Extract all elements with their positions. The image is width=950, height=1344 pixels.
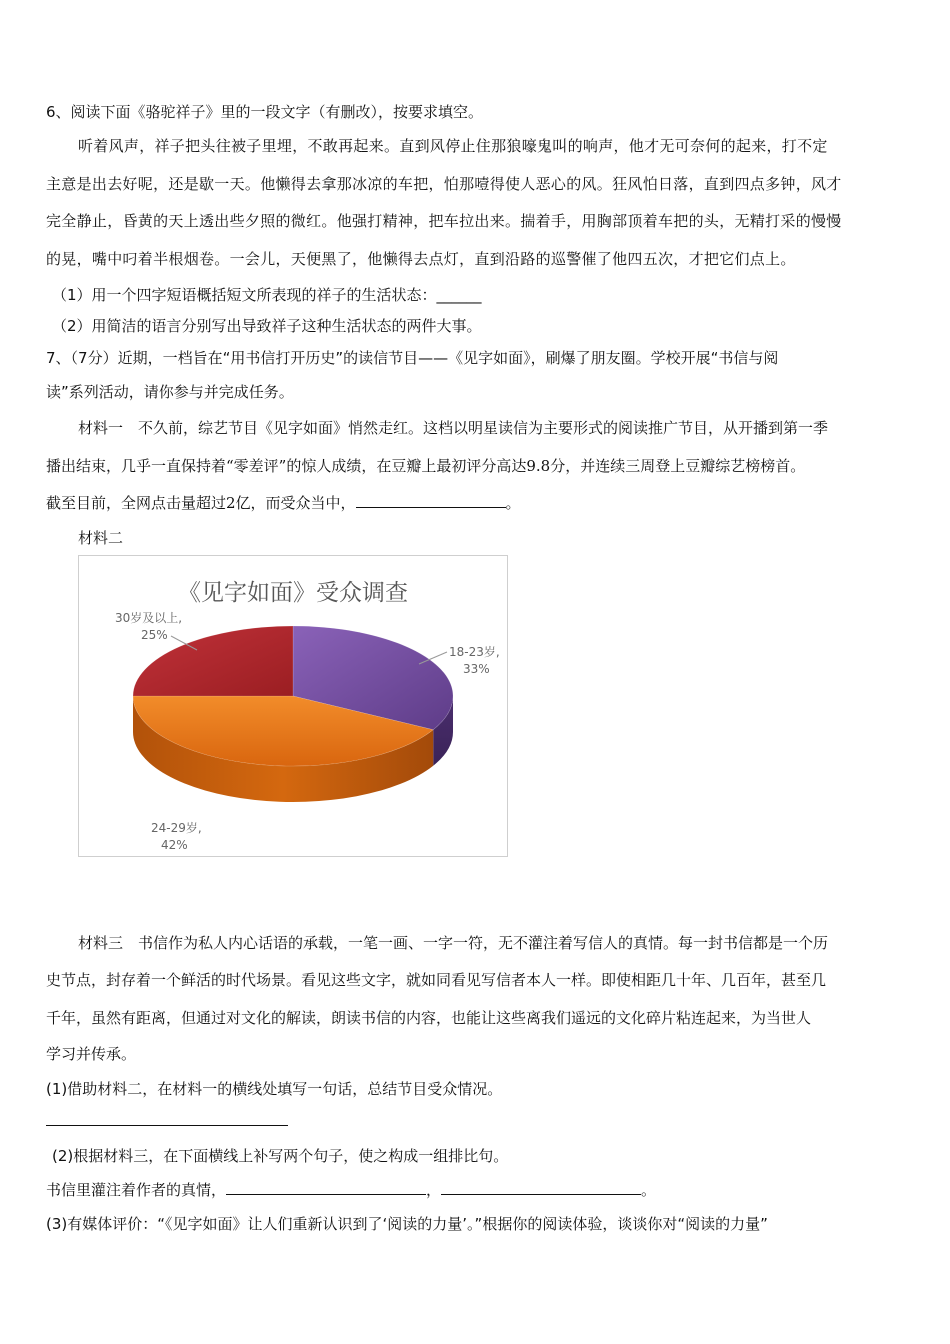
task-2-end: 。	[641, 1181, 657, 1199]
material1-line-3-end: 。	[505, 494, 521, 512]
label-30-plus-value: 25%	[141, 628, 168, 642]
q6-passage-line-2: 主意是出去好呢，还是歇一天。他懒得去拿那冰凉的车把，怕那噎得使人恶心的风。狂风怕日落，直到四点多钟，风才	[46, 175, 842, 193]
label-24-29-value: 42%	[161, 838, 188, 852]
task-2-comma: ，	[426, 1181, 442, 1199]
q6-title: 6、阅读下面《骆驼祥子》里的一段文字（有删改），按要求填空。	[46, 103, 484, 121]
pie-chart	[78, 555, 508, 857]
answer-blank[interactable]	[356, 493, 506, 508]
material3-line-4: 学习并传承。	[46, 1045, 137, 1063]
material1-line-3	[46, 493, 521, 513]
task-1: (1)借助材料二，在材料一的横线处填写一句话，总结节目受众情况。	[46, 1080, 503, 1098]
pie-chart-svg	[79, 556, 507, 856]
material2-label: 材料二	[78, 529, 124, 547]
chart-title: 《见字如面》受众调查	[178, 580, 408, 606]
pie-slices	[133, 626, 453, 802]
q7-intro-line-1: 7、（7分）近期，一档旨在“用书信打开历史”的读信节目——《见字如面》，刷爆了朋友圈。学校开展“书信与阅	[46, 349, 779, 367]
q6-sub-question-1: （1）用一个四字短语概括短文所表现的祥子的生活状态：______	[52, 286, 482, 304]
material3-line-3: 千年，虽然有距离，但通过对文化的解读，朗读书信的内容，也能让这些离我们遥远的文化碎片粘连起来，为当世人	[46, 1009, 812, 1027]
task-2-sentence-line	[46, 1180, 656, 1200]
q6-sub-question-2: （2）用简洁的语言分别写出导致祥子这种生活状态的两件大事。	[52, 317, 482, 335]
q7-intro-line-2: 读”系列活动，请你参与并完成任务。	[46, 383, 294, 401]
task-2: (2)根据材料三，在下面横线上补写两个句子，使之构成一组排比句。	[52, 1147, 509, 1165]
q6-passage-line-4: 的晃，嘴中叼着半根烟卷。一会儿，天便黑了，他懒得去点灯，直到沿路的巡警催了他四五次，才把它们点上。	[46, 250, 796, 268]
label-24-29-name: 24-29岁,	[151, 821, 202, 835]
label-30-plus-name: 30岁及以上,	[115, 611, 183, 625]
label-18-23-value: 33%	[463, 662, 490, 676]
task-1-answer-line[interactable]	[46, 1125, 288, 1126]
task-3: (3)有媒体评价：“《见字如面》让人们重新认识到了‘阅读的力量’。”根据你的阅读体验，谈谈你对“阅读的力量”	[46, 1215, 768, 1233]
task-2-blank-2[interactable]	[441, 1180, 641, 1195]
material1-line-3-text: 截至目前，全网点击量超过2亿，而受众当中，	[46, 494, 356, 512]
material1-line-2: 播出结束，几乎一直保持着“零差评”的惊人成绩，在豆瓣上最初评分高达9.8分，并连续三周登上豆瓣综艺榜榜首。	[46, 457, 806, 475]
material3-line-2: 史节点，封存着一个鲜活的时代场景。看见这些文字，就如同看见写信者本人一样。即使相距几十年、几百年，甚至几	[46, 971, 827, 989]
q6-passage-line-1: 听着风声，祥子把头往被子里埋，不敢再起来。直到风停止住那狼嚎鬼叫的响声，他才无可奈何的起来，打不定	[78, 137, 828, 155]
task-2-prefix: 书信里灌注着作者的真情，	[46, 1181, 227, 1199]
q6-passage-line-3: 完全静止，昏黄的天上透出些夕照的微红。他强打精神，把车拉出来。揣着手，用胸部顶着车把的头，无精打采的慢慢	[46, 212, 842, 230]
material1-line-1: 材料一 不久前，综艺节目《见字如面》悄然走红。这档以明星读信为主要形式的阅读推广节目，从开播到第一季	[78, 419, 829, 437]
material3-line-1: 材料三 书信作为私人内心话语的承载，一笔一画、一字一符，无不灌注着写信人的真情。每一封书信都是一个历	[78, 934, 829, 952]
task-2-blank-1[interactable]	[226, 1180, 426, 1195]
label-18-23-name: 18-23岁,	[449, 645, 500, 659]
slice-label-24-29	[151, 820, 202, 852]
slice-label-30-plus	[115, 610, 197, 650]
